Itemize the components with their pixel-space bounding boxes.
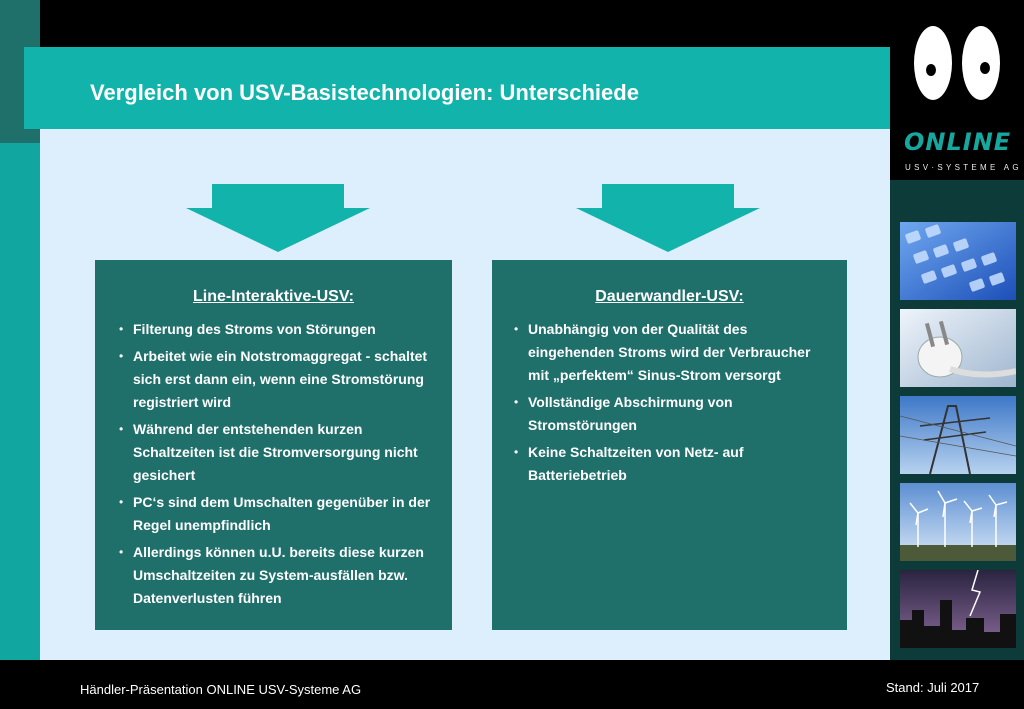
brand-logo: ONLINE [904,128,1012,156]
list-item: • Allerdings können u.U. bereits diese kurzen Umschaltzeiten zu System-ausfällen bzw. Datenverlusten führen [117,541,433,610]
box-heading: Line-Interaktive-USV: [193,288,354,305]
list-item: • PC‘s sind dem Umschalten gegenüber in der Regel unempfindlich [117,491,433,537]
footer-text: Händler-Präsentation ONLINE USV-Systeme AG [80,682,362,697]
left-stripe [0,143,40,660]
brand-subtitle: USV·SYSTEME AG [905,163,1022,172]
bullet-list [117,318,433,614]
slide-title: Vergleich von USV-Basistechnologien: Unterschiede [90,80,639,105]
list-item: • Filterung des Stroms von Störungen [117,318,433,341]
keyboard-photo [900,222,1016,300]
list-item: • Unabhängig von der Qualität des eingehenden Stroms wird der Verbraucher mit „perfektem“ Sinus-Strom versorgt [512,318,812,387]
power-pylon-photo [900,396,1016,474]
wind-turbines-photo [900,483,1016,561]
line-interactive-box [95,260,452,630]
arrow-down-icon [186,184,370,252]
bullet-list [512,318,812,491]
dauerwandler-box [492,260,847,630]
eyes-logo-icon [914,26,952,100]
list-item: • Keine Schaltzeiten von Netz- auf Batteriebetrieb [512,441,812,487]
power-plug-photo [900,309,1016,387]
arrow-down-icon [576,184,760,252]
lightning-city-photo [900,570,1016,648]
list-item: • Vollständige Abschirmung von Stromstörungen [512,391,812,437]
footer-date: Stand: Juli 2017 [886,680,980,695]
list-item: • Arbeitet wie ein Notstromaggregat - schaltet sich erst dann ein, wenn eine Stromstörung registriert wird [117,345,433,414]
eyes-logo-icon [962,26,1000,100]
list-item: • Während der entstehenden kurzen Schaltzeiten ist die Stromversorgung nicht gesichert [117,418,433,487]
box-heading: Dauerwandler-USV: [595,288,744,305]
